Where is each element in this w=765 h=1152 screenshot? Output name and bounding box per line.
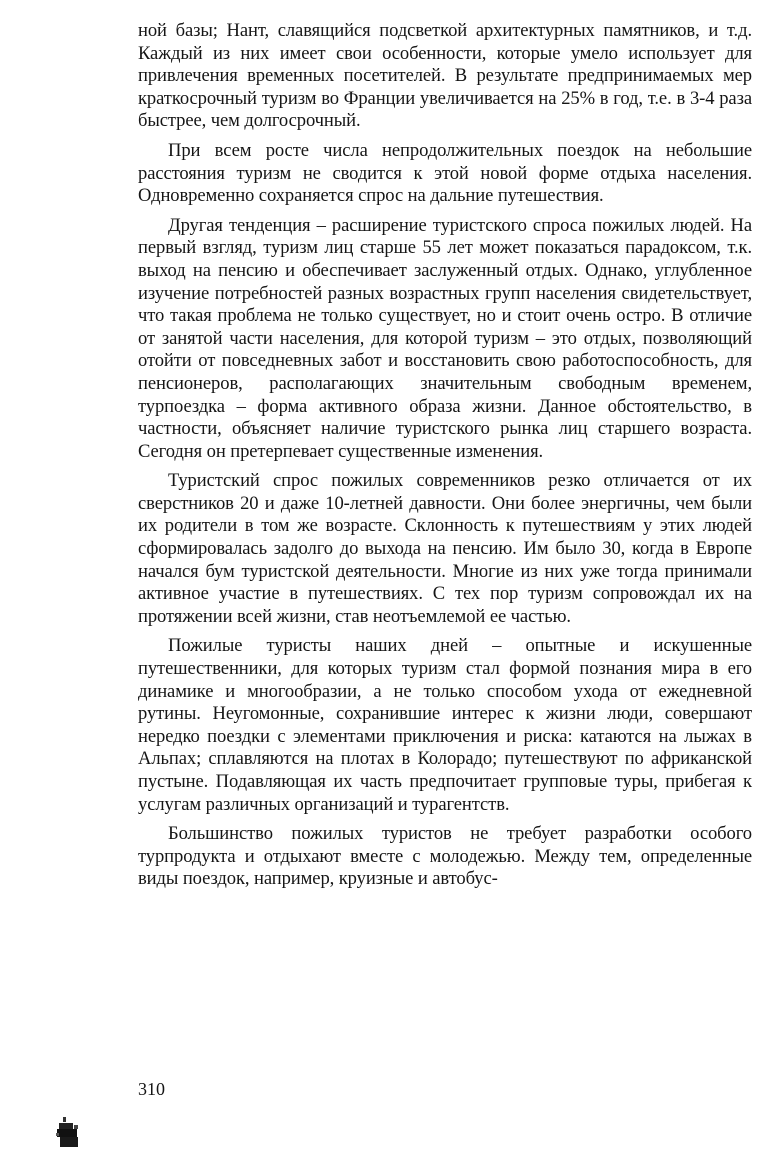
paragraph-2: При всем росте числа непродолжительных поездок на небольшие расстояния туризм не сводится к этой новой форме отдыха населения. Одновременно сохраняется спрос на дальние путешествия. <box>138 139 752 207</box>
page-body <box>138 20 752 898</box>
scan-artifact-icon <box>54 1113 82 1149</box>
paragraph-1: ной базы; Нант, славящийся подсветкой архитектурных памятников, и т.д. Каждый из них имеет свои особенности, которые умело использует для привлечения временных посетителей. В результате предпринимаемых мер краткосрочный туризм во Франции увеличивается на 25% в год, т.е. в 3-4 раза быстрее, чем долгосрочный. <box>138 20 752 132</box>
page-number: 310 <box>138 1079 165 1099</box>
paragraph-5: Пожилые туристы наших дней – опытные и искушенные путешественники, для которых туризм стал формой познания мира в его динамике и многообразии, а не только способом ухода от ежедневной рутины. Неугомонные, сохранившие интерес к жизни люди, совершают нередко поездки с элементами приключения и риска: катаются на лыжах в Альпах; сплавляются на плотах в Колорадо; путешествуют по африканской пустыне. Подавляющая их часть предпочитает групповые туры, прибегая к услугам различных организаций и турагентств. <box>138 635 752 815</box>
paragraph-3: Другая тенденция – расширение туристского спроса пожилых людей. На первый взгляд, туризм лиц старше 55 лет может показаться парадоксом, т.к. выход на пенсию и обеспечивает заслуженный отдых. Однако, углубленное изучение потребностей разных возрастных групп населения свидетельствует, что такая проблема не только существует, но и стоит очень остро. В отличие от занятой части населения, для которой туризм – это отдых, позволяющий отойти от повседневных забот и восстановить свою работоспособность, для пенсионеров, располагающих значительным свободным временем, турпоездка – форма активного образа жизни. Данное обстоятельство, в частности, объясняет наличие туристского рынка лиц старшего возраста. Сегодня он претерпевает существенные изменения. <box>138 214 752 462</box>
paragraph-6: Большинство пожилых туристов не требует разработки особого турпродукта и отдыхают вместе с молодежью. Между тем, определенные виды поездок, например, круизные и автобус- <box>138 823 752 890</box>
paragraph-4: Туристский спрос пожилых современников резко отличается от их сверстников 20 и даже 10-летней давности. Они более энергичны, чем были их родители в том же возрасте. Склонность к путешествиям у этих людей сформировалась задолго до выхода на пенсию. Им было 30, когда в Европе начался бум туристской деятельности. Многие из них уже тогда принимали активное участие в путешествиях. С тех пор туризм сопровождал их на протяжении всей жизни, став неотъемлемой ее частью. <box>138 470 752 627</box>
